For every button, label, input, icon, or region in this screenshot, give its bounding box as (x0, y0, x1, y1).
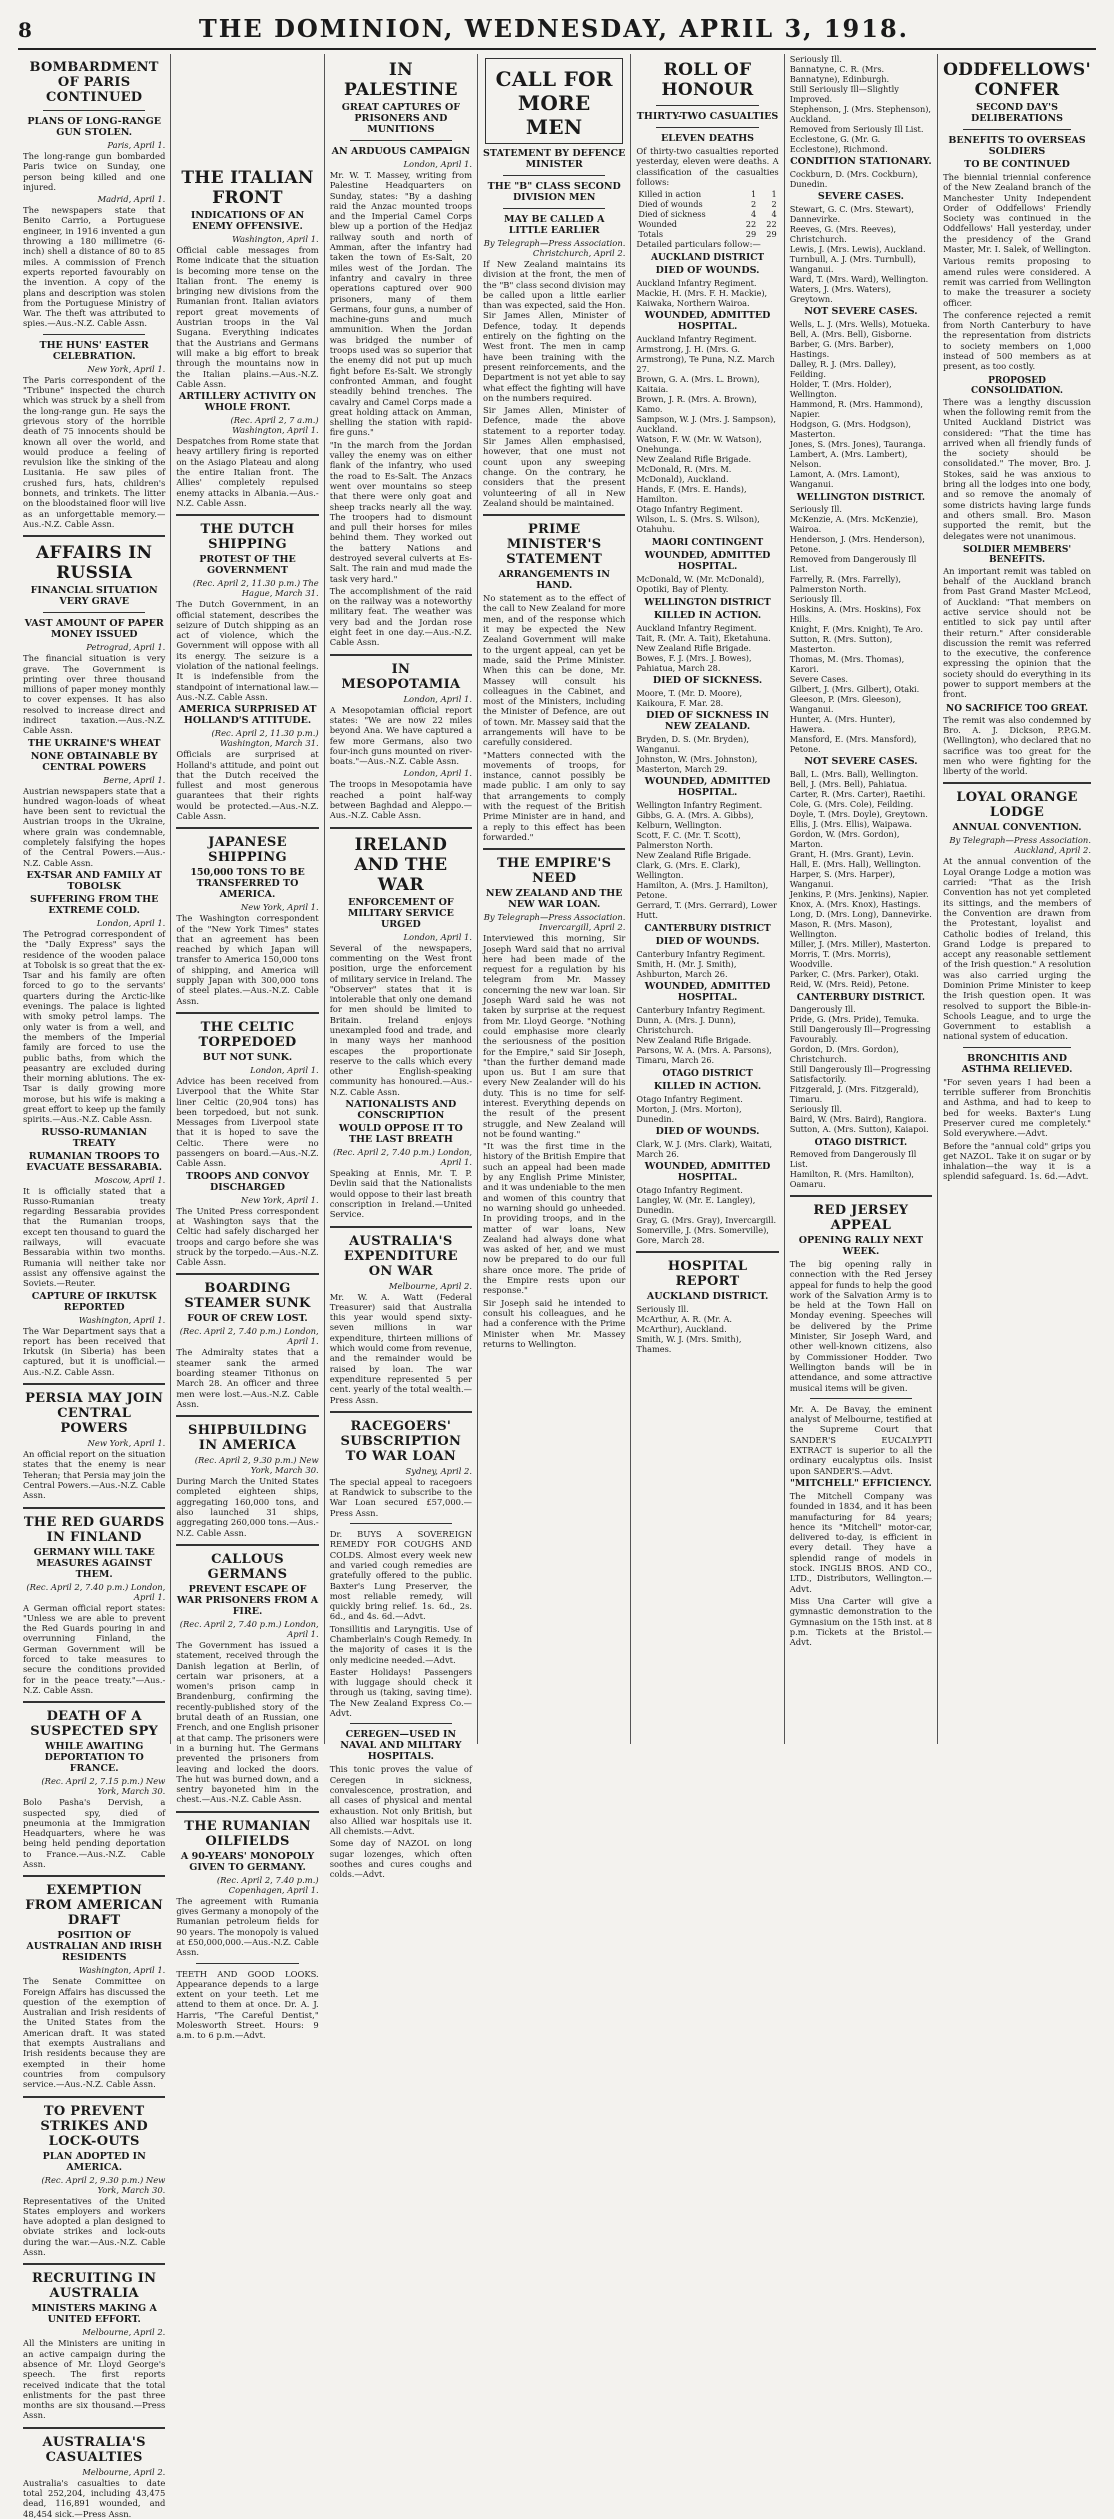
dateline: By Telegraph—Press Association. Auckland, April 2. (949, 835, 1091, 856)
casualty-list: Wells, L. J. (Mrs. Wells), Motueka. Bell, A. (Mrs. Bell), Gisborne. Barber, G. (Mrs. Barber), Hastings. Dalley, R. J. (Mrs. Dalley), Feilding. Holder, T. (Mrs. Holder), Wellington. Hammond, R. (Mrs. Hammond), Napier. Hodgson, G. (Mrs. Hodgson), Masterton. Jones, S. (Mrs. Jones), Tauranga. Lambert, A. (Mrs. Lambert), Nelson. Lamont, A. (Mrs. Lamont), Wanganui. (789, 319, 930, 489)
advertisement-headline: "MITCHELL" EFFICIENCY. (789, 1477, 932, 1489)
advertisement: "For seven years I had been a terrible sufferer from Bronchitis and Asthma, and had to keep to bed for weeks. Baxter's Lung Preserver cured me completely." Sold everywhere.—Advt. (943, 1076, 1091, 1139)
article-subhead: ARRANGEMENTS IN HAND. (498, 569, 610, 592)
article-headline: TO PREVENT STRIKES AND LOCK-OUTS (40, 2103, 148, 2149)
section-subheading: NOT SEVERE CASES. (804, 306, 918, 317)
casualty-list: Otago Infantry Regiment. Morton, J. (Mrs. Morton), Dunedin. (636, 1094, 743, 1125)
article-body: Several of the newspapers, commenting on the West front position, urge the enforcement of military service in Ireland. The "Observer" states that it is intolerable that only one demand for men should be limited to Britain. Ireland enjoys unexampled food and trade, and in many ways her manhood escapes the proportionate reserve to the calls which every other English-speaking community has honoured.—Aus.-N.Z. Cable Assn. (329, 942, 473, 1097)
section-subheading: SEVERE CASES. (817, 191, 904, 202)
article-subhead: SUFFERING FROM THE EXTREME COLD. (30, 893, 159, 916)
article-body: The Senate Committee on Foreign Affairs has discussed the question of the exemption of Australian and Irish residents of the United States from the American draft. It was stated that exempts Australians and Irish residents because they are exempted in their home countries from compulsory service.—Aus.-N.Z. Cable Assn. (23, 1976, 166, 2090)
article-body: Speaking at Ennis, Mr. T. P. Devlin said that the Nationalists would oppose to their last breath conscription in Ireland.—United Service. (329, 1168, 473, 1220)
casualty-list: Bryden, D. S. (Mr. Bryden), Wanganui. Johnston, W. (Mrs. Johnston), Masterton, March 29. (636, 734, 758, 775)
article-body: Advice has been received from Liverpool that the White Star liner Celtic (20,904 tons) has been torpedoed, but not sunk. Messages from Liverpool state that it is hoped to save the Celtic. There were no passengers on board.—Aus.-N.Z. Cable Assn. (176, 1075, 319, 1169)
section-heading: CANTERBURY DISTRICT (644, 924, 771, 935)
dateline: Melbourne, April 2. (388, 1280, 473, 1291)
article-headline: RECRUITING IN AUSTRALIA (31, 2271, 157, 2302)
advertisement-headline: BRONCHITIS AND ASTHMA RELIEVED. (961, 1052, 1073, 1075)
article-subhead: THE UKRAINE'S WHEAT (27, 737, 161, 749)
casualty-list: Seriously Ill. McArthur, A. R. (Mr. A. McArthur), Auckland. Smith, W. J. (Mrs. Smith), Thames. (636, 1304, 742, 1355)
article-subhead: WHILE AWAITING DEPORTATION TO FRANCE. (44, 1741, 144, 1775)
column-4 (478, 54, 631, 1744)
article-headline: IN MESOPOTAMIA (341, 661, 461, 692)
dateline: Moscow, April 1. (94, 1174, 166, 1185)
column-2 (171, 54, 324, 2041)
casualty-table (636, 189, 778, 239)
article-subhead: POSITION OF AUSTRALIAN AND IRISH RESIDENTS (26, 1930, 162, 1964)
casualty-list: Auckland Infantry Regiment. Mackie, H. (Mrs. F. H. Mackie), Kaiwaka, Northern Wairoa. (636, 278, 768, 309)
article-body: At the annual convention of the Loyal Orange Lodge a motion was carried: "That as the Irish Convention has not yet completed its sittings, and the members of the Convention are drawn from the Protestant, loyalist and Catholic bodies of Ireland, this Grand Lodge is prepared to accept any reasonable settlement of the Irish question." A resolution was also carried urging the Dominion Prime Minister to keep the Irish question open. It was resolved to support the Bible-in-Schools League, and to urge the Government to establish a national system of education. (943, 856, 1091, 1042)
article-body: The long-range gun bombarded Paris twice on Sunday, one person being killed and one injured. (23, 151, 166, 192)
dateline: Washington, April 1. (78, 1314, 166, 1325)
article-body: During March the United States completed eighteen ships, aggregating 160,000 tons, and also launched 31 ships, aggregating 260,000 tons.—Aus.-N.Z. Cable Assn. (176, 1476, 319, 1538)
article-body: Bolo Pasha's Dervish, a suspected spy, died of pneumonia at the Immigration Headquarters, where he was being held pending deportation to France.—Aus.-N.Z. Cable Assn. (23, 1797, 166, 1869)
article-subhead: RUMANIAN TROOPS TO EVACUATE BESSARABIA. (26, 1150, 163, 1173)
article-subhead: PREVENT ESCAPE OF WAR PRISONERS FROM A FIRE. (176, 1583, 319, 1617)
article-headline: AUSTRALIA'S EXPENDITURE ON WAR (343, 1233, 458, 1279)
article-headline: CALL FOR MORE MEN (495, 67, 613, 139)
article-subhead: NATIONALISTS AND CONSCRIPTION (345, 1099, 457, 1122)
article-body: The biennial triennial conference of the New Zealand branch of the Manchester Unity Independent Order of Oddfellows' Friendly Society was continued in the Oddfellows' Hall yesterday, under the presidency of the Grand Master, Mr. I. Salek, of Wellington. (943, 172, 1091, 255)
advertisement: Some day of NAZOL on long sugar lozenges, which often soothes and cures coughs and colds.—Advt. (329, 1838, 473, 1880)
casualty-list: Stewart, G. C. (Mrs. Stewart), Dannevirke. Reeves, G. (Mrs. Reeves), Christchurch. Lewis, J. (Mrs. Lewis), Auckland. Turnbull, A. J. (Mrs. Turnbull), Wanganui. Ward, T. (Mrs. Ward), Wellington. Waters, J. (Mrs. Waters), Greytown. (789, 204, 929, 304)
article-body: Despatches from Rome state that heavy artillery firing is reported on the Asiago Plateau and along the entire Italian front. The Allies' completely repulsed enemy attacks in Albania.—Aus.-N.Z. Cable Assn. (176, 436, 319, 508)
section-heading: NO SACRIFICE TOO GREAT. (946, 703, 1089, 714)
article-subhead: BENEFITS TO OVERSEAS SOLDIERS (948, 135, 1086, 157)
article-body: Officials are surprised at Holland's attitude, and point out that the Dutch received the fullest and most generous guarantees that their rights would be protected.—Aus.-N.Z. Cable Assn. (176, 749, 319, 821)
article-headline: THE RED GUARDS IN FINLAND (23, 1514, 165, 1545)
casualty-list: Otago Infantry Regiment. Langley, W. (Mr. E. Langley), Dunedin. Gray, G. (Mrs. Gray), Invercargill. Somerville, J. (Mrs. Somerville), Gore, March 28. (636, 1185, 777, 1246)
article-body: The newspapers state that Benito Carrio, a Portuguese engineer, in 1916 invented a gun throwing a 180 millimetre (6-inch) shell a distance of 80 to 85 miles. A commission of French experts reported favourably on the invention. A copy of the plans and description was stolen from the Portuguese Ministry of War. The theft was attributed to spies.—Aus.-N.Z. Cable Assn. (23, 205, 166, 329)
article-body: Of thirty-two casualties reported yesterday, eleven were deaths. A classification of the casualties follows: (636, 146, 779, 187)
section-heading: WELLINGTON DISTRICT (644, 598, 771, 609)
article-subhead: NEW ZEALAND AND THE NEW WAR LOAN. (485, 888, 623, 911)
column-3 (325, 54, 478, 1880)
section-subheading: WOUNDED, ADMITTED HOSPITAL. (644, 550, 771, 573)
casualty-list: Removed from Dangerously Ill List. Hamilton, R. (Mrs. Hamilton), Oamaru. (789, 1149, 917, 1189)
article-subhead: ENFORCEMENT OF MILITARY SERVICE URGED (347, 896, 454, 930)
article-body: "It was the first time in the history of the British Empire that such an appeal had been made by any English Prime Minister, and it was undeniable to the men and women of this country that no warning should go unheeded. In providing troops, and in the matter of war loans, New Zealand had always done what was asked of her, and we must now be prepared to do our full share once more. The pride of the Empire rests upon our response." (483, 1141, 626, 1296)
dateline: (Rec. April 2, 11.30 p.m.) Washington, March 31. (211, 728, 319, 749)
article-body: The United Press correspondent at Washington says that the Celtic had safely discharged her troops and cargo before she was struck by the torpedo.—Aus.-N.Z. Cable Assn. (176, 1205, 319, 1268)
casualty-list: Ball, L. (Mrs. Ball), Wellington. Bell, J. (Mrs. Bell), Pahiatua. Carter, R. (Mrs. Carter), Raetihi. Cole, G. (Mrs. Cole), Feilding. Doyle, T. (Mrs. Doyle), Greytown. Ellis, J. (Mrs. Ellis), Waipawa. Gordon, W. (Mrs. Gordon), Marton. Grant, H. (Mrs. Grant), Levin. Hall, E. (Mrs. Hall), Wellington. Harper, S. (Mrs. Harper), Wanganui. Jenkins, P. (Mrs. Jenkins), Napier. Knox, A. (Mrs. Knox), Hastings. Long, D. (Mrs. Long), Dannevirke. Mason, R. (Mrs. Mason), Wellington. Miller, J. (Mrs. Miller), Masterton. Morris, T. (Mrs. Morris), Woodville. Parker, C. (Mrs. Parker), Otaki. Reid, W. (Mrs. Reid), Petone. (789, 769, 932, 989)
article-subhead: CAPTURE OF IRKUTSK REPORTED (31, 1290, 157, 1313)
dateline: (Rec. April 2, 11.30 p.m.) The Hague, March 31. (192, 578, 319, 599)
article-headline: AUSTRALIA'S CASUALTIES (42, 2434, 146, 2465)
article-body: "In the march from the Jordan valley the enemy was on either flank of the infantry, who used the road to Es-Salt. The Anzacs went over mountains so steep that there were only goat and sheep tracks nearly all the way. The troopers had to dismount and pull their horses for miles behind them. They worked out the battery Nations and destroyed several culverts at Es-Salt. The rain and mud made the task very hard." (329, 439, 473, 584)
article-body: It is officially stated that a Russo-Rumanian treaty regarding Bessarabia provides that the Rumanian troops, except ten thousand to guard the railways, will evacuate Bessarabia within two months. Rumania will neither take nor assist any offensive against the Soviets.—Reuter. (23, 1185, 166, 1289)
dateline: New York, April 1. (240, 902, 319, 913)
article-body: Sir James Allen, Minister of Defence, made the above statement to a reporter today. Sir James Allen emphasised, however, that one must not count upon any sweeping change. On the contrary, he considers that the present volunteering of all in New Zealand should be maintained. (483, 405, 626, 508)
article-subhead: RUSSO-RUMANIAN TREATY (41, 1126, 147, 1149)
article-headline: CALLOUS GERMANS (207, 1551, 288, 1582)
dateline: London, April 1. (250, 1064, 319, 1075)
article-headline: THE RUMANIAN OILFIELDS (184, 1818, 311, 1849)
article-body: The Dutch Government, in an official statement, describes the seizure of Dutch shipping as an act of violence, which the Government will oppose with all its energy. The seizure is a violation of the national feelings. It is indefensible from the standpoint of international law.—Aus.-N.Z. Cable Assn. (176, 599, 319, 702)
section-subheading: KILLED IN ACTION. (653, 1081, 762, 1093)
article-body: Mr. W. T. Massey, writing from Palestine Headquarters on Sunday, states: "By a dashing raid the Anzac mounted troops and the Imperial Camel Corps blew up a portion of the Hedjaz railway south and north of Amman, after the infantry had taken the town of Es-Salt, 20 miles west of the Jordan. The infantry and cavalry in three operations captured over 900 prisoners, many of them Germans, four guns, a number of machine-guns and much ammunition. When the Jordan was bridged the number of troops used was so superior that the enemy did not put up much fight before Es-Salt. We strongly confronted Amman, and fought steadily behind trenches. The cavalry and Camel Corps made a great holding attack on Amman, shelling the station with rapid-fire guns." (329, 170, 473, 438)
dateline: London, April 1. (403, 931, 473, 942)
advertisement: TEETH AND GOOD LOOKS. Appearance depends to a large extent on your teeth. Let me attend to them at once. Dr. A. J. Harris, "The Careful Dentist," Molesworth Street. Hours: 9 a.m. to 6 p.m.—Advt. (176, 1968, 319, 2041)
article-subhead: TROOPS AND CONVOY DISCHARGED (185, 1170, 310, 1193)
masthead (18, 14, 1096, 50)
article-body: The special appeal to racegoers at Randwick to subscribe to the War Loan secured £57,000.—Press Assn. (329, 1476, 473, 1518)
article-body: The War Department says that a report has been received that Irkutsk (in Siberia) has been captured, but it is unofficial.—Aus.-N.Z. Cable Assn. (23, 1325, 166, 1377)
article-subhead: THE "B" CLASS SECOND DIVISION MEN (487, 181, 621, 203)
article-subhead: OPENING RALLY NEXT WEEK. (798, 1235, 924, 1257)
advertisement-headline: CEREGEN—USED IN NAVAL AND MILITARY HOSPITALS. (340, 1729, 462, 1763)
advertisement: Before the "annual cold" grips you get NAZOL. Take it on sugar or by inhalation—the way it is a splendid safeguard. 1s. 6d.—Advt. (943, 1140, 1091, 1182)
article-subhead: GERMANY WILL TAKE MEASURES AGAINST THEM. (33, 1546, 155, 1580)
article-subhead: GREAT CAPTURES OF PRISONERS AND MUNITIONS (341, 102, 460, 135)
section-subheading: WOUNDED, ADMITTED HOSPITAL. (644, 310, 771, 333)
article-body: The Paris correspondent of the "Tribune" inspected the church which was struck by a shell from the long-range gun. He says the grievous story of the horrible death of 75 innocents should be known all over the world, and would produce a feeling of revulsion like the sinking of the Lusitania. He saw piles of crushed furs, hats, children's bonnets, and trinkets. The litter on the bloodstained floor will live as an unforgettable memory.—Aus.-N.Z. Cable Assn. (23, 374, 166, 529)
article-subhead: EX-TSAR AND FAMILY AT TOBOLSK (26, 869, 162, 892)
column-1 (18, 54, 171, 2519)
article-headline: IRELAND AND THE WAR (354, 834, 448, 895)
article-headline: IN PALESTINE (343, 60, 458, 100)
dateline: Madrid, April 1. (97, 194, 166, 205)
article-subhead: PROTEST OF THE GOVERNMENT (199, 554, 296, 577)
dateline: Paris, April 1. (107, 140, 166, 150)
article-subhead: AMERICA SURPRISED AT HOLLAND'S ATTITUDE. (178, 704, 317, 727)
article-body: The Admiralty states that a steamer sank the armed boarding steamer Tithonus on March 28. An officer and three men were lost.—Aus.-N.Z. Cable Assn. (176, 1347, 319, 1409)
article-headline: ROLL OF HONOUR (661, 60, 754, 100)
article-subhead: INDICATIONS OF AN ENEMY OFFENSIVE. (190, 210, 305, 232)
article-subhead: AN ARDUOUS CAMPAIGN (331, 146, 471, 157)
dateline: Berne, April 1. (103, 774, 166, 785)
dateline: Melbourne, April 2. (82, 2466, 166, 2477)
article-body: All the Ministers are uniting in an active campaign during the absence of Mr. Lloyd George's speech. The first reports received indicate that the total enlistments for the past three months are six thousand.—Press Assn. (23, 2338, 166, 2421)
table-row: Died of sickness 4 4 (638, 209, 777, 220)
article-body: A German official report states: "Unless we are able to prevent the Red Guards pouring in and overrunning Finland, the German Government will be forced to take measures to secure the conditions provided for in the peace treaty."—Aus.-N.Z. Cable Assn. (23, 1602, 166, 1695)
casualty-list: Moore, T. (Mr. D. Moore), Kaikoura, F. Mar. 28. (636, 688, 743, 709)
article-subhead: THE HUNS' EASTER CELEBRATION. (39, 339, 149, 362)
article-headline: DEATH OF A SUSPECTED SPY (30, 1709, 159, 1740)
article-subhead: FINANCIAL SITUATION VERY GRAVE (30, 585, 158, 608)
section-subheading: DIED OF SICKNESS IN NEW ZEALAND. (646, 710, 769, 733)
article-headline: SHIPBUILDING IN AMERICA (188, 1423, 308, 1454)
article-subhead: WOULD OPPOSE IT TO THE LAST BREATH (338, 1123, 463, 1146)
article-subhead: NONE OBTAINABLE BY CENTRAL POWERS (30, 750, 158, 773)
advertisement: The Mitchell Company was founded in 1834, and it has been manufacturing for 84 years; hence its "Mitchell" motor-car, delivered to-day, is efficient in every detail. They have a splendid range of models in stock. INGLIS BROS. AND CO., LTD., Distributors, Wellington.—Advt. (789, 1490, 933, 1594)
article-body: The financial situation is very grave. The Government is printing over three thousand millions of paper money monthly to cover expenses. It has also resolved to increase direct and indirect taxation.—Aus.-N.Z. Cable Assn. (23, 653, 166, 736)
casualty-list: Clark, W. J. (Mrs. Clark), Waitati, March 26. (636, 1139, 773, 1160)
article-body: Austrian newspapers state that a hundred wagon-loads of wheat have been sent to revictual the Austrian troops in the Ukraine, where grain was condemnable, completely falsifying the hopes of the Central Powers.—Aus.-N.Z. Cable Assn. (23, 785, 166, 868)
article-subhead: ELEVEN DEATHS (661, 133, 755, 144)
casualty-list: Auckland Infantry Regiment. Tait, R. (Mr. A. Tait), Eketahuna. New Zealand Rifle Brigade. Bowes, F. J. (Mrs. J. Bowes), Pahiatua, March 28. (636, 623, 771, 674)
headline-box (485, 58, 623, 144)
dateline: (Rec. April 2, 7.40 p.m.) Copenhagen, April 1. (216, 1874, 319, 1895)
article-headline: PRIME MINISTER'S STATEMENT (506, 522, 603, 568)
dateline: Washington, April 1. (78, 1965, 166, 1976)
article-body: The Government has issued a statement, received through the Danish legation at Berlin, of certain war prisoners, at a women's prison camp in Brandenburg, confirming the recently-published story of the brutal death of an Russian, one French, and one English prisoner at that camp. The prisoners were in a burning hut. The Germans prevented the prisoners from leaving and locked the doors. The hut was burned down, and a sentry bayoneted him in the chest.—Aus.-N.Z. Cable Assn. (176, 1639, 319, 1805)
article-headline: BOARDING STEAMER SUNK (184, 1281, 311, 1312)
article-subhead: TO BE CONTINUED (964, 159, 1070, 170)
section-subheading: AUCKLAND DISTRICT. (646, 1291, 769, 1303)
article-body: There was a lengthy discussion when the following remit from the United Auckland District was considered: "That the time has arrived when all friendly funds of the society should be consolidated." The mover, Bro. J. Stokes, said he was anxious to bring all the lodges into one body, and so remove the anomaly of some districts having large funds and others small. Bro. Mason supported the remit, but the delegates were not unanimous. (943, 396, 1091, 541)
casualty-list: McDonald, W. (Mr. McDonald), Opotiki, Bay of Plenty. (636, 574, 765, 595)
casualty-list: Auckland Infantry Regiment. Armstrong, J. H. (Mrs. G. Armstrong), Te Puna, N.Z. March 27. Brown, G. A. (Mrs. L. Brown), Kaitaia. Brown, J. R. (Mrs. A. Brown), Kamo. Sampson, W. J. (Mrs. J. Sampson), Auckland. Watson, F. W. (Mr. W. Watson), Onehunga. New Zealand Rifle Brigade. McDonald, R. (Mrs. M. McDonald), Auckland. Hands, F. (Mrs. E. Hands), Hamilton. Otago Infantry Regiment. Wilson, L. S. (Mrs. S. Wilson), Otahuhu. (636, 334, 776, 535)
column-5 (631, 54, 784, 1744)
section-heading: SOLDIER MEMBERS' BENEFITS. (962, 544, 1072, 565)
article-headline: THE ITALIAN FRONT (181, 168, 314, 208)
article-subhead: THIRTY-TWO CASUALTIES (636, 111, 779, 122)
article-body: The accomplishment of the raid on the railway was a noteworthy military feat. The weather was very bad and the Jordan rose eight feet in one day.—Aus.-N.Z. Cable Assn. (329, 585, 473, 648)
dateline: Petrograd, April 1. (86, 642, 166, 653)
article-body: Official cable messages from Rome indicate that the situation is becoming more tense on the Italian front. The enemy is bringing new divisions from the Rumanian front. Italian aviators report great movements of Austrian troops in the Val Sugana. Everything indicates that the Austrians and Germans will make a big effort to break through the mountains now in the Italian plains.—Aus.-N.Z. Cable Assn. (176, 245, 319, 389)
section-heading: MAORI CONTINGENT (651, 538, 764, 549)
section-subheading: WOUNDED, ADMITTED HOSPITAL. (644, 776, 771, 799)
article-body: An important remit was tabled on behalf of the Auckland branch from Past Grand Master McLeod, of Auckland: "That members on active service should not be entitled to sick pay until after their return." After considerable discussion the remit was referred to the executive, the conference expressing the opinion that the society should do everything in its power to support members at the front. (943, 565, 1091, 700)
casualty-list: Dangerously Ill. Pride, G. (Mrs. Pride), Temuka. Still Dangerously Ill—Progressing Favourably. Gordon, D. (Mrs. Gordon), Christchurch. Still Dangerously Ill—Progressing Satisfactorily. Fitzgerald, J. (Mrs. Fitzgerald), Timaru. Seriously Ill. Baird, W. (Mrs. Baird), Rangiora. Sutton, A. (Mrs. Sutton), Kaiapoi. (789, 1004, 931, 1134)
dateline: Sydney, April 2. (405, 1465, 473, 1476)
advertisement: Easter Holidays! Passengers with luggage should check it through us (taking, saving time). The New Zealand Express Co.—Advt. (329, 1666, 473, 1719)
article-subhead: PLANS OF LONG-RANGE GUN STOLEN. (27, 116, 161, 138)
article-body: Mr. W. A. Watt (Federal Treasurer) said that Australia this year would spend sixty-seven millions in war expenditure, thirteen millions of which would come from revenue, and the remainder would be raised by loan. The war expenditure represented 5 per cent. yearly of the total wealth.—Press Assn. (329, 1291, 473, 1405)
article-body: Detailed particulars follow:— (636, 239, 761, 250)
article-subhead: ARTILLERY ACTIVITY ON WHOLE FRONT. (178, 391, 317, 414)
article-headline: THE CELTIC TORPEDOED (198, 1019, 297, 1050)
dateline: (Rec. April 2, 7.40 p.m.) London, April 1. (179, 1618, 319, 1639)
dateline: London, April 1. (403, 159, 473, 169)
casualty-list: Seriously Ill. McKenzie, A. (Mrs. McKenzie), Wairoa. Henderson, J. (Mrs. Henderson), Petone. Removed from Dangerously Ill List. Farrelly, R. (Mrs. Farrelly), Palmerston North. Seriously Ill. Hoskins, A. (Mrs. Hoskins), Fox Hills. Knight, F. (Mrs. Knight), Te Aro. Sutton, R. (Mrs. Sutton), Masterton. Thomas, M. (Mrs. Thomas), Karori. Severe Cases. Gilbert, J. (Mrs. Gilbert), Otaki. Gleeson, P. (Mrs. Gleeson), Wanganui. Hunter, A. (Mrs. Hunter), Hawera. Mansford, E. (Mrs. Mansford), Petone. (789, 504, 925, 754)
section-heading: WELLINGTON DISTRICT. (796, 493, 926, 503)
article-headline: PERSIA MAY JOIN CENTRAL POWERS (25, 1391, 164, 1437)
dateline: New York, April 1. (87, 1438, 166, 1449)
article-subhead: STATEMENT BY DEFENCE MINISTER (483, 148, 626, 170)
section-subheading: CONDITION STATIONARY. (790, 156, 932, 167)
dateline: By Telegraph—Press Association. Invercargill, April 2. (483, 912, 626, 933)
article-body: If New Zealand maintains its division at the front, the men of the "B" class second division may be called upon a little earlier than was expected, said the Hon. Sir James Allen, Minister of Defence, today. It depends entirely on the fighting on the West front. The men in camp have been training with the present reinforcements, and the Department is not yet able to say what effect the fighting will have on the numbers required. (483, 259, 626, 403)
section-heading: CANTERBURY DISTRICT. (796, 993, 926, 1003)
dateline: (Rec. April 2, 7.40 p.m.) London, April 1. (333, 1147, 473, 1168)
casualty-list: Canterbury Infantry Regiment. Dunn, A. (Mrs. J. Dunn), Christchurch. New Zealand Rifle Brigade. Parsons, W. A. (Mrs. A. Parsons), Timaru, March 26. (636, 1005, 772, 1066)
masthead-title: THE DOMINION, WEDNESDAY, APRIL 3, 1918. (198, 14, 910, 43)
section-subheading: WOUNDED, ADMITTED HOSPITAL. (644, 1161, 771, 1184)
article-subhead: MAY BE CALLED A LITTLE EARLIER (503, 214, 605, 236)
section-heading: OTAGO DISTRICT. (814, 1138, 908, 1148)
article-headline: THE EMPIRE'S NEED (497, 856, 612, 887)
column-7 (938, 54, 1096, 1744)
article-body: The remit was also condemned by Bro. A. J. Dickson, P.P.G.M. (Wellington), who declared that no sacrifice was too great for the men who were fighting for the liberty of the world. (943, 714, 1091, 777)
article-body: A Mesopotamian official report states: "We are now 22 miles beyond Ana. We have captured a few more Germans, also two four-inch guns mounted on river-boats."—Aus.-N.Z. Cable Assn. (329, 704, 473, 767)
table-row: Totals 29 29 (638, 229, 777, 240)
page-number: 8 (18, 18, 32, 42)
dateline: (Rec. April 2, 7.40 p.m.) London, April 1. (26, 1581, 166, 1602)
article-headline: RED JERSEY APPEAL (813, 1203, 909, 1233)
article-subhead: FOUR OF CREW LOST. (187, 1313, 308, 1325)
casualty-list: Canterbury Infantry Regiment. Smith, H. (Mr. J. Smith), Ashburton, March 26. (636, 949, 766, 980)
article-headline: HOSPITAL REPORT (667, 1259, 748, 1290)
section-subheading: DIED OF WOUNDS. (655, 265, 760, 277)
article-body: "Matters connected with the movements of troops, for instance, cannot possibly be made public. I am only to say that arrangements to comply with the request of the British Prime Minister are in hand, and a reply to this effect has been forwarded." (483, 749, 626, 842)
article-subhead: PLAN ADOPTED IN AMERICA. (42, 2150, 146, 2173)
advertisement: Tonsillitis and Laryngitis. Use of Chamberlain's Cough Remedy. In the majority of cases it is the only medicine needed.—Advt. (329, 1623, 473, 1665)
advertisement: This tonic proves the value of Ceregen in sickness, convalescence, prostration, and all cases of physical and mental exhaustion. Not only British, but also Allied war hospitals use it. All chemists.—Advt. (329, 1764, 473, 1837)
article-headline: ODDFELLOWS' CONFER (943, 60, 1091, 100)
dateline: Washington, April 1. (232, 234, 319, 244)
section-heading: PROPOSED CONSOLIDATION. (971, 375, 1063, 396)
table-row: Wounded 22 22 (638, 219, 777, 230)
article-body: Australia's casualties to date total 252,204, including 43,475 dead, 116,891 wounded, and 48,454 sick.—Press Assn. (23, 2477, 166, 2519)
article-subhead: VAST AMOUNT OF PAPER MONEY ISSUED (24, 618, 164, 641)
advertisement: Dr. BUYS A SOVEREIGN REMEDY FOR COUGHS AND COLDS. Almost every week new and varied cough remedies are gratefully offered to the public. Baxter's Lung Preserver, the most reliable remedy, will quickly bring relief. 1s. 6d., 2s. 6d., and 4s. 6d.—Advt. (329, 1529, 473, 1622)
article-subhead: A 90-YEARS' MONOPOLY GIVEN TO GERMANY. (180, 1850, 315, 1873)
casualty-list: Cockburn, D. (Mrs. Cockburn), Dunedin. (789, 169, 918, 189)
casualty-list: Wellington Infantry Regiment. Gibbs, G. A. (Mrs. A. Gibbs), Kelburn, Wellington. Scott, F. C. (Mr. T. Scott), Palmerston North. New Zealand Rifle Brigade. Clark, G. (Mrs. E. Clark), Wellington. Hamilton, A. (Mrs. J. Hamilton), Petone. Gerrard, T. (Mrs. Gerrard), Lower Hutt. (636, 800, 777, 921)
section-subheading: DIED OF SICKNESS. (652, 675, 763, 687)
article-headline: RACEGOERS' SUBSCRIPTION TO WAR LOAN (340, 1418, 462, 1464)
dateline: London, April 1. (96, 917, 166, 928)
dateline: (Rec. April 2, 9.30 p.m.) New York, March 30. (194, 1455, 319, 1476)
article-subhead: ANNUAL CONVENTION. (952, 822, 1082, 834)
article-subhead: SECOND DAY'S DELIBERATIONS (971, 102, 1063, 124)
article-body: The Petrograd correspondent of the "Daily Express" says the residence of the wooden palace at Tobolsk is so great that the ex-Tsar and his family are often forced to go to the servants' quarters during the Arctic-like evenings. The palace is lighted with smoky petrol lamps. The only water is from a well, and the members of the Imperial family are forced to use the public baths, from which the peasantry are excluded during their morning ablutions. The ex-Tsar is daily growing more morose, but his wife is making a great effort to keep up the family spirits.—Aus.-N.Z. Cable Assn. (23, 928, 166, 1125)
article-headline: BOMBARDMENT OF PARIS CONTINUED (29, 60, 159, 105)
dateline: (Rec. April 2, 7.40 p.m.) London, April 1. (179, 1326, 319, 1347)
column-6 (785, 54, 938, 1744)
dateline: New York, April 1. (240, 1194, 319, 1205)
article-headline: THE DUTCH SHIPPING (200, 522, 295, 553)
article-body: The Washington correspondent of the "New York Times" states that an agreement has been reached by which Japan will transfer to America 150,000 tons of shipping, and America will supply Japan with 300,000 tons of steel plates.—Aus.-N.Z. Cable Assn. (176, 913, 319, 1006)
dateline: London, April 1. (403, 693, 473, 704)
casualty-list: Seriously Ill. Bannatyne, C. R. (Mrs. Bannatyne), Edinburgh. Still Seriously Ill—Slightly Improved. Stephenson, J. (Mrs. Stephenson), Auckland. Removed from Seriously Ill List. Ecclestone, G. (Mr. G. Ecclestone), Richmond. (789, 54, 932, 154)
article-subhead: BUT NOT SUNK. (202, 1051, 293, 1063)
section-heading: AUCKLAND DISTRICT (651, 253, 765, 264)
advertisement: Miss Una Carter will give a gymnastic demonstration to the Gymnasium on the 15th inst. at 8 p.m. Tickets at the Bristol.—Advt. (789, 1595, 933, 1648)
dateline: By Telegraph—Press Association. Christchurch, April 2. (483, 238, 626, 258)
dateline: (Rec. April 2, 9.30 p.m.) New York, March 30. (41, 2174, 166, 2195)
article-headline: AFFAIRS IN RUSSIA (36, 543, 153, 584)
article-body: The conference rejected a remit from North Canterbury to have the representation from districts to society members on 1,000 instead of 500 members as at present, as too costly. (943, 309, 1091, 372)
article-headline: LOYAL ORANGE LODGE (956, 790, 1078, 821)
section-subheading: DIED OF WOUNDS. (655, 1126, 760, 1138)
article-body: Various remits proposing to amend rules were considered. A remit was carried from Wellington to make the treasurer a society officer. (943, 256, 1091, 308)
article-body: The big opening rally in connection with the Red Jersey appeal for funds to help the good work of the Salvation Army is to be held at the Town Hall on Monday evening. Speeches will be delivered by the Prime Minister, Sir Joseph Ward, and other well-known citizens, also by Commissioner Hodder. Two Wellington bands will be in attendance, and some attractive musical items will be given. (789, 1259, 933, 1393)
article-body: The troops in Mesopotamia have reached a point half-way between Baghdad and Aleppo.—Aus.-N.Z. Cable Assn. (329, 779, 473, 821)
article-body: Sir Joseph said he intended to consult his colleagues, and he had a conference with the Prime Minister when Mr. Massey returns to Wellington. (483, 1297, 626, 1349)
article-subhead: MINISTERS MAKING A UNITED EFFORT. (31, 2303, 157, 2326)
advertisement: Mr. A. De Bavay, the eminent analyst of Melbourne, testified at the Supreme Court that SANDER'S EUCALYPTI EXTRACT is superior to all the ordinary eucalyptus oils. Insist upon SANDER'S.—Advt. (789, 1403, 933, 1476)
section-subheading: NOT SEVERE CASES. (804, 756, 918, 767)
article-body: The agreement with Rumania gives Germany a monopoly of the Rumanian petroleum fields for 90 years. The monopoly is valued at £50,000,000.—Aus.-N.Z. Cable Assn. (176, 1895, 319, 1958)
article-subhead: 150,000 TONS TO BE TRANSFERRED TO AMERICA. (190, 867, 305, 901)
table-row: Died of wounds 2 2 (638, 199, 777, 210)
dateline: New York, April 1. (87, 363, 166, 374)
article-body: No statement as to the effect of the call to New Zealand for more men, and of the response which it may be expected the New Zealand Government will make to the urgent appeal, can yet be made, said the Prime Minister. When this can be done, Mr. Massey will consult his colleagues in the Cabinet, and most of the Ministers, including the Minister of Defence, are out of town. Mr. Massey said that the arrangements will have to be carefully considered. (483, 593, 626, 748)
dateline: London, April 1. (403, 768, 473, 779)
dateline: (Rec. April 2, 7.15 p.m.) New York, March 30. (41, 1776, 166, 1797)
table-row: Killed in action 1 1 (638, 189, 777, 200)
dateline: (Rec. April 2, 7 a.m.) Washington, April 1. (230, 415, 319, 436)
article-body: Interviewed this morning, Sir Joseph Ward said that no arrival here had been made of the request for a regulation by his telegram from Mr. Massey concerning the new war loan. Sir Joseph Ward said he was not taken by surprise at the request from Mr. Lloyd George. "Nothing could emphasise more clearly the seriousness of the position for the Empire," said Sir Joseph, "than the further demand made upon us. But I am sure that every New Zealander will do his duty. This is no time for self-interest. Everything depends on the result of the present struggle, and New Zealand will not be found wanting." (483, 933, 626, 1139)
dateline: Melbourne, April 2. (82, 2327, 166, 2338)
section-subheading: WOUNDED, ADMITTED HOSPITAL. (644, 981, 771, 1004)
article-headline: JAPANESE SHIPPING (208, 835, 287, 866)
section-heading: OTAGO DISTRICT (662, 1069, 753, 1080)
article-body: Representatives of the United States employers and workers have adopted a plan designed to obviate strikes and lock-outs during the war.—Aus.-N.Z. Cable Assn. (23, 2195, 166, 2258)
article-body: An official report on the situation states that the enemy is near Teheran; that Persia may join the Central Powers.—Aus.-N.Z. Cable Assn. (23, 1449, 166, 1501)
section-subheading: KILLED IN ACTION. (653, 610, 762, 622)
article-headline: EXEMPTION FROM AMERICAN DRAFT (25, 1883, 164, 1929)
section-subheading: DIED OF WOUNDS. (655, 936, 760, 948)
